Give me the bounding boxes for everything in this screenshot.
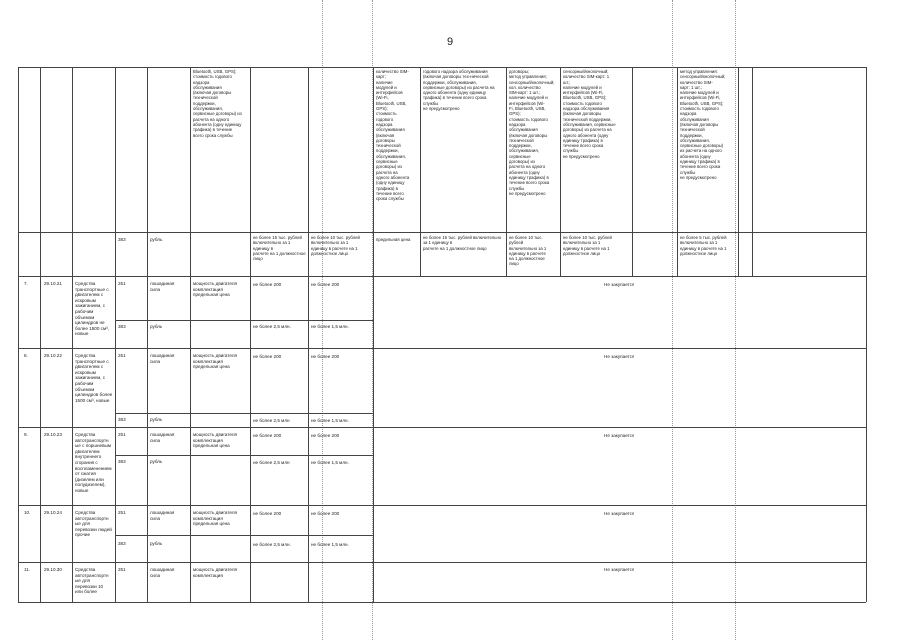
row-item-name: Средства транспортные с двигателем с искровым зажиганием, с рабочим объемом цилиндров не более 1500 см³, новые bbox=[75, 281, 109, 337]
row-unit-code: 251 bbox=[118, 281, 126, 286]
row-unit-code: 383 bbox=[118, 324, 126, 329]
spec-cell: сенсорный/кнопочный; количество SIM-карт: 1 шт.; наличие модулей и интерфейсов (Wi-Fi, Bluetooth, USB, GPS); стоимость годового надзора обслуживания (включая договоры технической поддержки, обслуживания, сервисные договоры) из расчета на одного абонента (одну единицу трафика) в течение всего срока службы не предусмотрено bbox=[563, 69, 616, 159]
row-item-name: Средства транспортные с двигателем с искровым зажиганием, с рабочим объемом цилиндров более 1500 см³, новые bbox=[75, 353, 113, 403]
row-value: не более 2,5 млн bbox=[253, 418, 290, 423]
table-rule bbox=[677, 67, 678, 276]
row-value: не более 2,5 млн. bbox=[253, 324, 291, 329]
row-unit: рубль bbox=[150, 417, 163, 422]
price-row-unit: рубль bbox=[150, 237, 163, 242]
row-unit: лошадиная сила bbox=[150, 510, 175, 521]
row-value: не более 200 bbox=[311, 433, 340, 438]
row-value: не более 2,5 млн. bbox=[253, 542, 291, 547]
price-row-value: не более 15 тыс. рублей включительно за 1 единицу в расчете на 1 должностное лицо bbox=[423, 235, 502, 251]
row-unit-code: 251 bbox=[118, 510, 126, 515]
spec-cell: количество SIM- карт; наличие модулей и интерфейсов (Wi-Fi, Bluetooth, USB, GPS); стоимость годового надзора обслуживания (включая договоры технической поддержки, обслуживания, сервисные договоры) из расчета на одного абонента (одну единицу трафика) в течение всего срока службы bbox=[376, 69, 410, 202]
row-value: не более 1,5 млн. bbox=[311, 324, 349, 329]
table-rule bbox=[18, 505, 866, 506]
row-unit-code: 251 bbox=[118, 567, 126, 572]
row-okpd-code: 29.10.24 bbox=[44, 510, 62, 515]
row-value: не более 2,5 млн bbox=[253, 460, 290, 465]
row-unit: лошадиная сила bbox=[150, 567, 175, 578]
row-note: Не закупается bbox=[604, 567, 635, 572]
row-characteristic: мощность двигателя комплектация предельная цена bbox=[193, 510, 237, 527]
row-value: не более 200 bbox=[311, 282, 340, 287]
table-rule bbox=[147, 67, 148, 602]
row-unit-code: 383 bbox=[118, 417, 126, 422]
guide-line bbox=[672, 0, 673, 640]
table-rule bbox=[373, 67, 374, 602]
row-item-name: Средства автотранспортн ые для перевозки 10 или более bbox=[75, 567, 109, 595]
spec-cell: годового надзора обслуживания (включая договоры тех-нической поддержки, обслуживания, сервисные договоры) из расчета на одного абонента (одну единицу трафика) в течение всего срока службы не предусмотрено bbox=[423, 69, 495, 112]
row-okpd-code: 29.10.21 bbox=[44, 281, 62, 286]
row-number: 7. bbox=[24, 281, 28, 286]
row-okpd-code: 29.10.23 bbox=[44, 432, 62, 437]
price-row-value: не более 5 тыс. рублей включительно за 1 единицу в расчете на 1 должностное лицо bbox=[680, 235, 727, 256]
row-characteristic: мощность двигателя комплектация bbox=[193, 567, 237, 578]
table-rule bbox=[18, 602, 866, 603]
price-row-value: предельная цена bbox=[376, 237, 411, 242]
table-rule bbox=[190, 67, 191, 602]
table-rule bbox=[115, 535, 373, 536]
table-rule bbox=[18, 562, 866, 563]
table-rule bbox=[250, 67, 251, 602]
row-item-name: Средства автотранспортн ые с поршневым двигателем внутреннего сгорания с воспламенением от сжатия (дизелем или полудизелем), новые bbox=[75, 432, 112, 493]
table-rule bbox=[18, 67, 19, 602]
row-unit-code: 383 bbox=[118, 541, 126, 546]
row-value: не более 1,5 млн. bbox=[311, 460, 349, 465]
row-value: не более 200 bbox=[253, 282, 282, 287]
table-rule bbox=[115, 320, 373, 321]
row-value: не более 200 bbox=[253, 511, 282, 516]
price-row-value: не более 10 тыс. рублей включительно за 1 единицу в расчете на 1 должностное лицо bbox=[509, 235, 547, 267]
spec-cell: Bluetooth, USB, GPS); стоимость годового надзора обслуживания (включая договоры технической поддержки, обслуживания, сервисные договоры) из расчета на одного абонента (одну единицу трафика) в течение всего срока службы bbox=[193, 69, 242, 138]
row-note: Не закупается bbox=[604, 433, 635, 438]
price-row-value: не более 10 тыс. рублей включительно за 1 единицу в расчете на 1 должностное лицо bbox=[563, 235, 612, 256]
row-characteristic: мощность двигателя комплектация предельная цена bbox=[193, 353, 237, 370]
spec-cell: метод управления: сенсорный/кнопочный; количество SIM- карт: 1 шт.; наличие модулей и интерфейсов (Wi-Fi, Bluetooth, USB, GPS); стоимость годового надзора обслуживания (включая договоры технической поддержки, обслуживания, сервисные договоры) из расчета на одного абонента (одну единицу трафика) в течение всего срока службы не предусмотрено bbox=[680, 69, 726, 180]
row-value: не более 1,5 млн. bbox=[311, 542, 349, 547]
row-unit: лошадиная сила bbox=[150, 353, 175, 364]
spec-cell: договоры; метод управления; сенсорный/кнопочный; кол. количество SIM-карт: 1 шт.; наличие модулей и интерфейсов (Wi- Fi, Bluetooth, USB, GPS); стоимость годового надзора обслуживания (включая договоры технической поддержки, обслуживания, сервисные договоры) из расчета на одного абонента (одну единицу трафика) в течение всего срока службы не предусмотрено bbox=[509, 69, 555, 196]
row-unit-code: 383 bbox=[118, 459, 126, 464]
price-row-code: 383 bbox=[118, 237, 126, 242]
table-rule bbox=[18, 348, 866, 349]
row-value: не более 200 bbox=[311, 511, 340, 516]
row-okpd-code: 29.10.30 bbox=[44, 567, 62, 572]
table-rule bbox=[72, 67, 73, 602]
row-unit-code: 251 bbox=[118, 432, 126, 437]
table-rule bbox=[632, 67, 633, 276]
table-rule bbox=[866, 67, 867, 602]
row-unit: рубль bbox=[150, 541, 163, 546]
page-number: 9 bbox=[447, 36, 454, 48]
table-rule bbox=[752, 67, 753, 276]
table-rule bbox=[115, 67, 116, 602]
row-unit: лошадиная сила bbox=[150, 432, 175, 443]
row-value: не более 1,5 млн. bbox=[311, 418, 349, 423]
row-unit: лошадиная сила bbox=[150, 281, 175, 292]
table-rule bbox=[115, 413, 373, 414]
row-number: 9. bbox=[24, 432, 28, 437]
table-rule bbox=[115, 455, 373, 456]
table-rule bbox=[738, 67, 739, 276]
row-unit: рубль bbox=[150, 324, 163, 329]
row-number: 10. bbox=[24, 510, 31, 515]
row-unit-code: 251 bbox=[118, 353, 126, 358]
row-characteristic: мощность двигателя комплектация предельная цена bbox=[193, 432, 237, 449]
table-rule bbox=[40, 67, 41, 602]
row-value: не более 200 bbox=[253, 433, 282, 438]
table-rule bbox=[308, 67, 309, 602]
row-value: не более 200 bbox=[311, 354, 340, 359]
row-okpd-code: 29.10.22 bbox=[44, 353, 62, 358]
price-row-value: не более 10 тыс. рублей включительно за 1 единицу в расчете на 1 должностное лицо bbox=[311, 235, 360, 256]
row-note: Не закупается bbox=[604, 511, 635, 516]
row-note: Не закупается bbox=[604, 354, 635, 359]
row-value: не более 200 bbox=[253, 354, 282, 359]
table-rule bbox=[560, 67, 561, 276]
row-number: 11. bbox=[24, 567, 31, 572]
row-note: Не закупается bbox=[604, 282, 635, 287]
row-characteristic: мощность двигателя комплектация предельная цена bbox=[193, 281, 237, 298]
table-rule bbox=[420, 67, 421, 276]
table-rule bbox=[506, 67, 507, 276]
row-unit: рубль bbox=[150, 459, 163, 464]
price-row-value: не более 15 тыс. рублей включительно за 1 единицу в расчете на 1 должностное лицо bbox=[253, 235, 306, 262]
row-item-name: Средства автотранспортн ые для перевозки людей прочие bbox=[75, 510, 112, 538]
table-rule bbox=[18, 276, 866, 277]
table-rule bbox=[18, 427, 866, 428]
row-number: 8. bbox=[24, 353, 28, 358]
